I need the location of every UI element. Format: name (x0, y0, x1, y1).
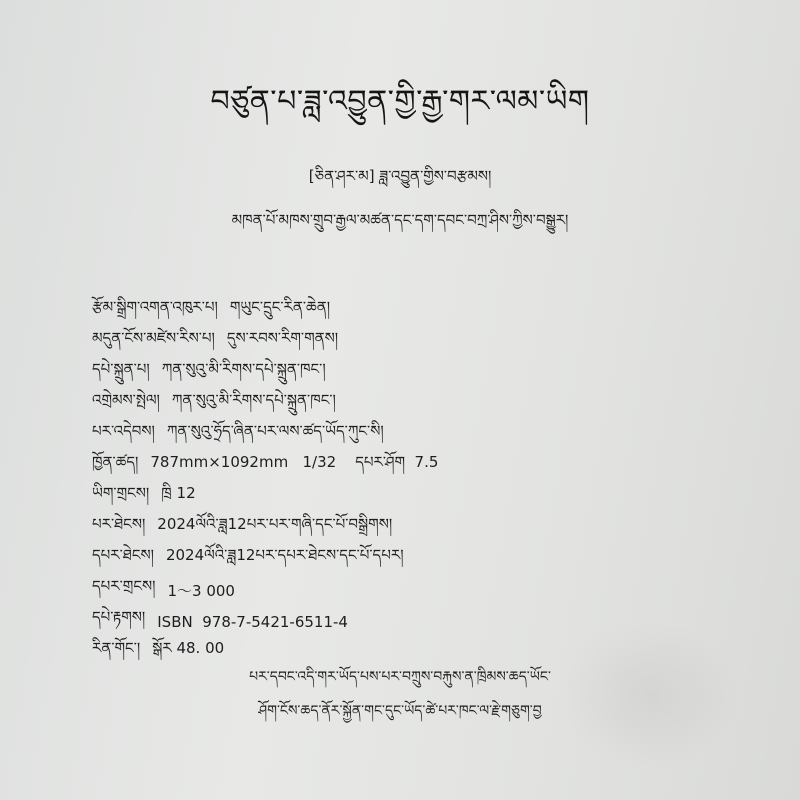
copyright-notice-line: ཤོག་ངོས་ཆད་ནོར་སྐྱོན་གང་དུང་ཡོད་ཚེ་པར་ཁང་ལ་རྗེ་གཅུག་བྱ (258, 703, 542, 719)
colophon-row-print-run (92, 575, 732, 606)
colophon-label: པར་ཐེངས། (92, 514, 146, 533)
colophon-value: 2024ལོའི་ཟླ12པར་དཔར་ཐེངས་དང་པོ་དཔར། (165, 545, 404, 564)
colophon-label: པར་འདེབས། (92, 421, 155, 440)
colophon-value: 2024ལོའི་ཟླ12པར་པར་གཞི་དང་པོ་བསྒྲིགས། (157, 514, 393, 533)
colophon-value: དུས་རབས་རིག་གནས། (226, 328, 339, 347)
colophon-value: ISBN 978-7-5421-6511-4 (157, 612, 348, 631)
colophon-value: 787mm×1092mm 1/32 དཔར་ཤོག 7.5 (150, 452, 439, 471)
colophon-label: དཔར་གྲངས། (92, 576, 156, 595)
colophon-value: གཡུང་དྲུང་རིན་ཆེན། (229, 297, 331, 316)
author-line: [ཅིན་ཤར་མ] ཟླ་འབྱུན་གྱིས་བརྩམས། (308, 167, 492, 185)
colophon-label: རིན་གོང་། (92, 638, 141, 657)
colophon-label: དཔེ་རྟགས། (92, 607, 146, 626)
colophon-value: ཁྲི 12 (161, 483, 196, 502)
colophon-value: སྒོར 48. 00 (152, 638, 225, 657)
colophon-label: ཁྱོན་ཚད། (92, 452, 139, 471)
colophon-value: ཀན་སུའུ་མི་རིགས་དཔེ་སྐྲུན་ཁང་། (171, 390, 336, 409)
colophon-label: དཔར་ཐེངས། (92, 545, 154, 564)
colophon-label: དཔེ་སྐྲུན་པ། (92, 359, 150, 378)
colophon-block (92, 296, 732, 668)
colophon-label: འགྲེམས་སྤེལ། (92, 390, 160, 409)
colophon-label: ཡིག་གྲངས། (92, 483, 150, 502)
translator-line: མཁན་པོ་མཁས་གྲུབ་རྒྱལ་མཚན་དང་དག་དབང་བཀྲ་ཤིས་ཀྱིས་བསྒྱུར། (231, 211, 569, 229)
book-title: བཙུན་པ་ཟླ་འབྱུན་གྱི་རྒྱ་གར་ལམ་ཡིག (210, 84, 590, 119)
colophon-value: ཀན་སུའུ་མི་རིགས་དཔེ་སྐྲུན་ཁང་། (161, 359, 326, 378)
colophon-row-printing (92, 544, 732, 575)
colophon-value: ཀན་སུའུ་ཧྲོད་ཞིན་པར་ལས་ཚད་ཡོད་ཀུང་སི། (166, 421, 384, 440)
colophon-value: 1～3 000 (167, 582, 235, 600)
colophon-label: མདུན་ངོས་མཛེས་རིས་པ། (92, 328, 215, 347)
copyright-notice-line: པར་དབང་འདི་གར་ཡོད་པས་པར་བཀྲུས་བརྐུས་ན་ཁྲིམས་ཆད་ཡོང་ (249, 669, 551, 685)
copyright-notice (0, 660, 800, 728)
colophon-label: རྩོམ་སྒྲིག་འགན་འཁུར་པ། (92, 297, 218, 316)
